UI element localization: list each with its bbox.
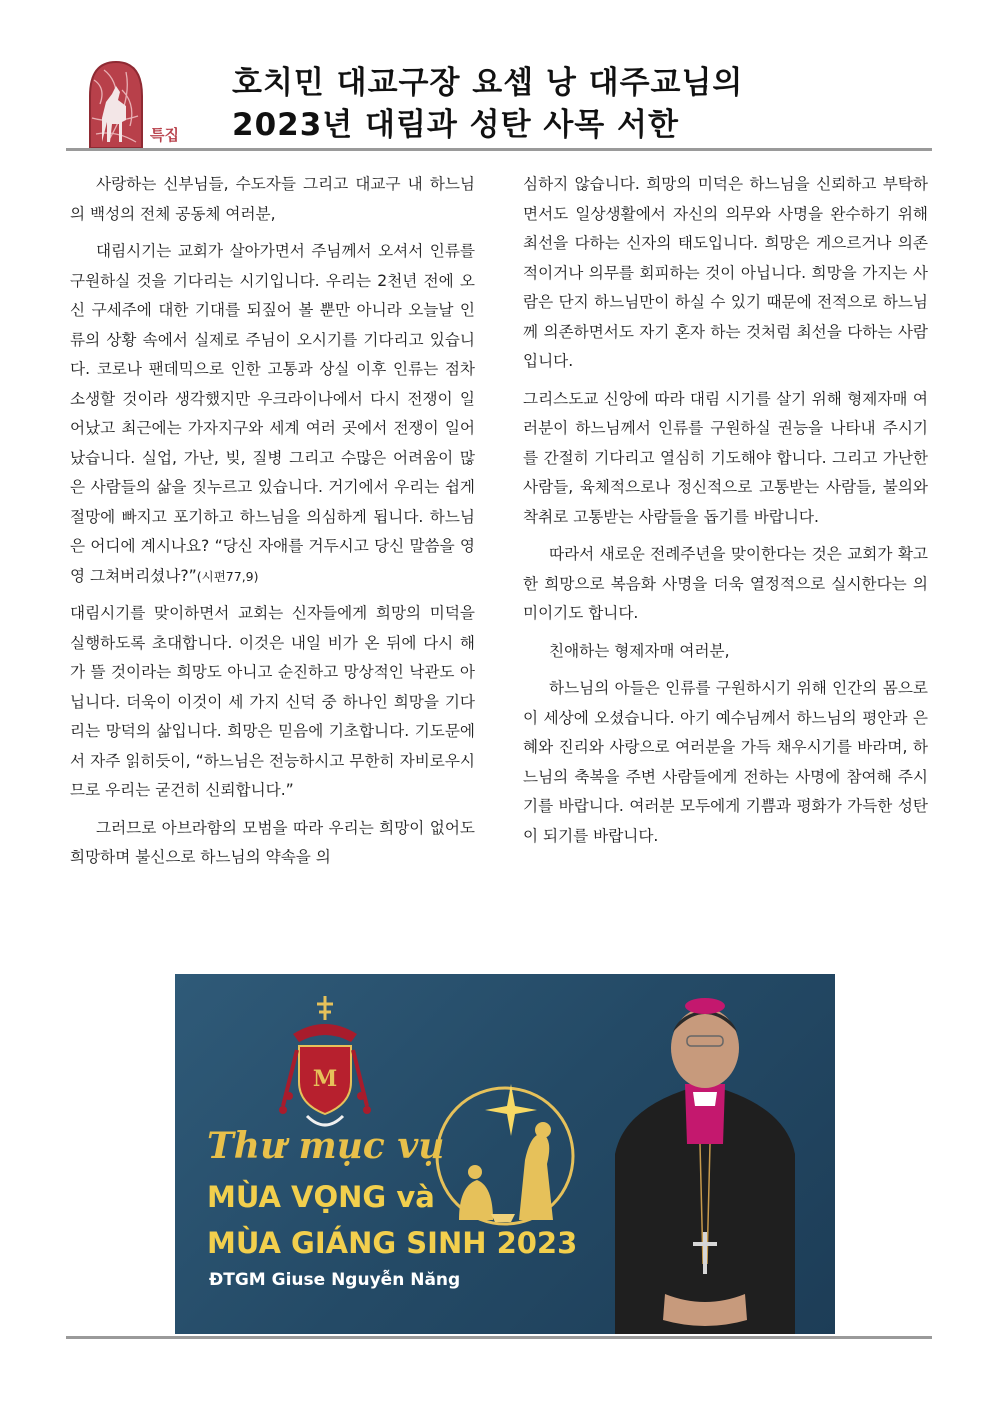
paragraph-text: 대림시기는 교회가 살아가면서 주님께서 오셔서 인류를 구원하실 것을 기다리는 시기입니다. 우리는 2천년 전에 오신 구세주에 대한 기대를 되짚어 볼 뿐만 아니라 오늘날 인류의 상황 속에서 실제로 주님이 오시기를 기다리고 있습니다. 코로나 팬데믹으로 인한 고통과 상실 이후 인류는 점차 소생할 것이라 생각했지만 우크라이나에서 다시 전쟁이 일어났고 최근에는 가자지구와 세계 여러 곳에서 전쟁이 일어났습니다. 실업, 가난, 빚, 질병 그리고 수많은 어려움이 많은 사람들의 삶을 짓누르고 있습니다. 거기에서 우리는 쉽게 절망에 빠지고 포기하고 하느님을 의심하게 됩니다. 하느님은 어디에 계시나요? “당신 자애를 거두시고 당신 말씀을 영영 그쳐버리셨나?” xyxy=(70,242,475,585)
paragraph: 그러므로 아브라함의 모범을 따라 우리는 희망이 없어도 희망하며 불신으로 하느님의 약속을 의 xyxy=(70,818,475,866)
paragraph: 따라서 새로운 전례주년을 맞이한다는 것은 교회가 확고한 희망으로 복음화 사명을 더욱 열정적으로 실시한다는 의미이기도 합니다. xyxy=(523,545,928,622)
banner-line-1: MÙA VỌNG và xyxy=(207,1180,435,1214)
pastoral-letter-banner xyxy=(175,974,835,1334)
nativity-icon xyxy=(437,1084,573,1224)
left-column xyxy=(70,170,475,881)
svg-text:M: M xyxy=(312,1066,338,1092)
paragraph: 대림시기를 맞이하면서 교회는 신자들에게 희망의 미덕을 실행하도록 초대합니다. 이것은 내일 비가 온 뒤에 다시 해가 뜰 것이라는 희망도 아니고 순진하고 망상적인 낙관도 아닙니다. 더욱이 이것이 세 가지 신덕 중 하나인 희망을 기다리는 망덕의 삶입니다. 희망은 믿음에 기초합니다. 기도문에서 자주 읽히듯이, “하느님은 전능하시고 무한히 자비로우시므로 우리는 굳건히 신뢰합니다.” xyxy=(70,604,475,799)
paragraph: 하느님의 아들은 인류를 구원하시기 위해 인간의 몸으로 이 세상에 오셨습니다. 아기 예수님께서 하느님의 평안과 은혜와 진리와 사랑으로 여러분을 가득 채우시기를 바라며, 하느님의 축복을 주변 사람들에게 전하는 사명에 참여해 주시기를 바랍니다. 여러분 모두에게 기쁨과 평화가 가득한 성탄이 되기를 바랍니다. xyxy=(523,679,928,845)
paragraph: 사랑하는 신부님들, 수도자들 그리고 대교구 내 하느님의 백성의 전체 공동체 여러분, xyxy=(70,175,475,223)
paragraph: 친애하는 형제자매 여러분, xyxy=(549,641,730,660)
badge-label: 특집 xyxy=(150,126,179,144)
banner-script-title: Thư mục vụ xyxy=(207,1125,445,1167)
bishop-portrait xyxy=(615,998,795,1334)
special-feature-logo xyxy=(86,60,196,150)
coat-of-arms-icon xyxy=(279,996,371,1125)
banner-subtitle: ĐTGM Giuse Nguyễn Năng xyxy=(209,1270,461,1290)
scripture-reference: (시편77,9) xyxy=(196,568,259,584)
right-column xyxy=(523,170,928,859)
banner-line-2: MÙA GIÁNG SINH 2023 xyxy=(207,1226,578,1260)
header-divider xyxy=(66,148,932,151)
paragraph: 그리스도교 신앙에 따라 대림 시기를 살기 위해 형제자매 여러분이 하느님께서 인류를 구원하실 권능을 나타내 주시기를 간절히 기다리고 열심히 기도해야 합니다. 그리고 가난한 사람들, 육체적으로나 정신적으로 고통받는 사람들, 불의와 착취로 고통받는 사람들을 돕기를 바랍니다. xyxy=(523,389,928,526)
paragraph: 심하지 않습니다. 희망의 미덕은 하느님을 신뢰하고 부탁하면서도 일상생활에서 자신의 의무와 사명을 완수하기 위해 최선을 다하는 신자의 태도입니다. 희망은 게으르거나 의존적이거나 의무를 회피하는 것이 아닙니다. 희망을 가지는 사람은 단지 하느님만이 하실 수 있기 때문에 전적으로 하느님께 의존하면서도 자기 혼자 하는 것처럼 최선을 다하는 사람입니다. xyxy=(523,175,928,370)
page-title xyxy=(232,62,743,146)
title-line-1: 호치민 대교구장 요셉 낭 대주교님의 xyxy=(232,65,744,101)
paragraph xyxy=(70,237,475,591)
title-line-2: 2023년 대림과 성탄 사목 서한 xyxy=(232,107,679,143)
footer-divider xyxy=(66,1336,932,1339)
